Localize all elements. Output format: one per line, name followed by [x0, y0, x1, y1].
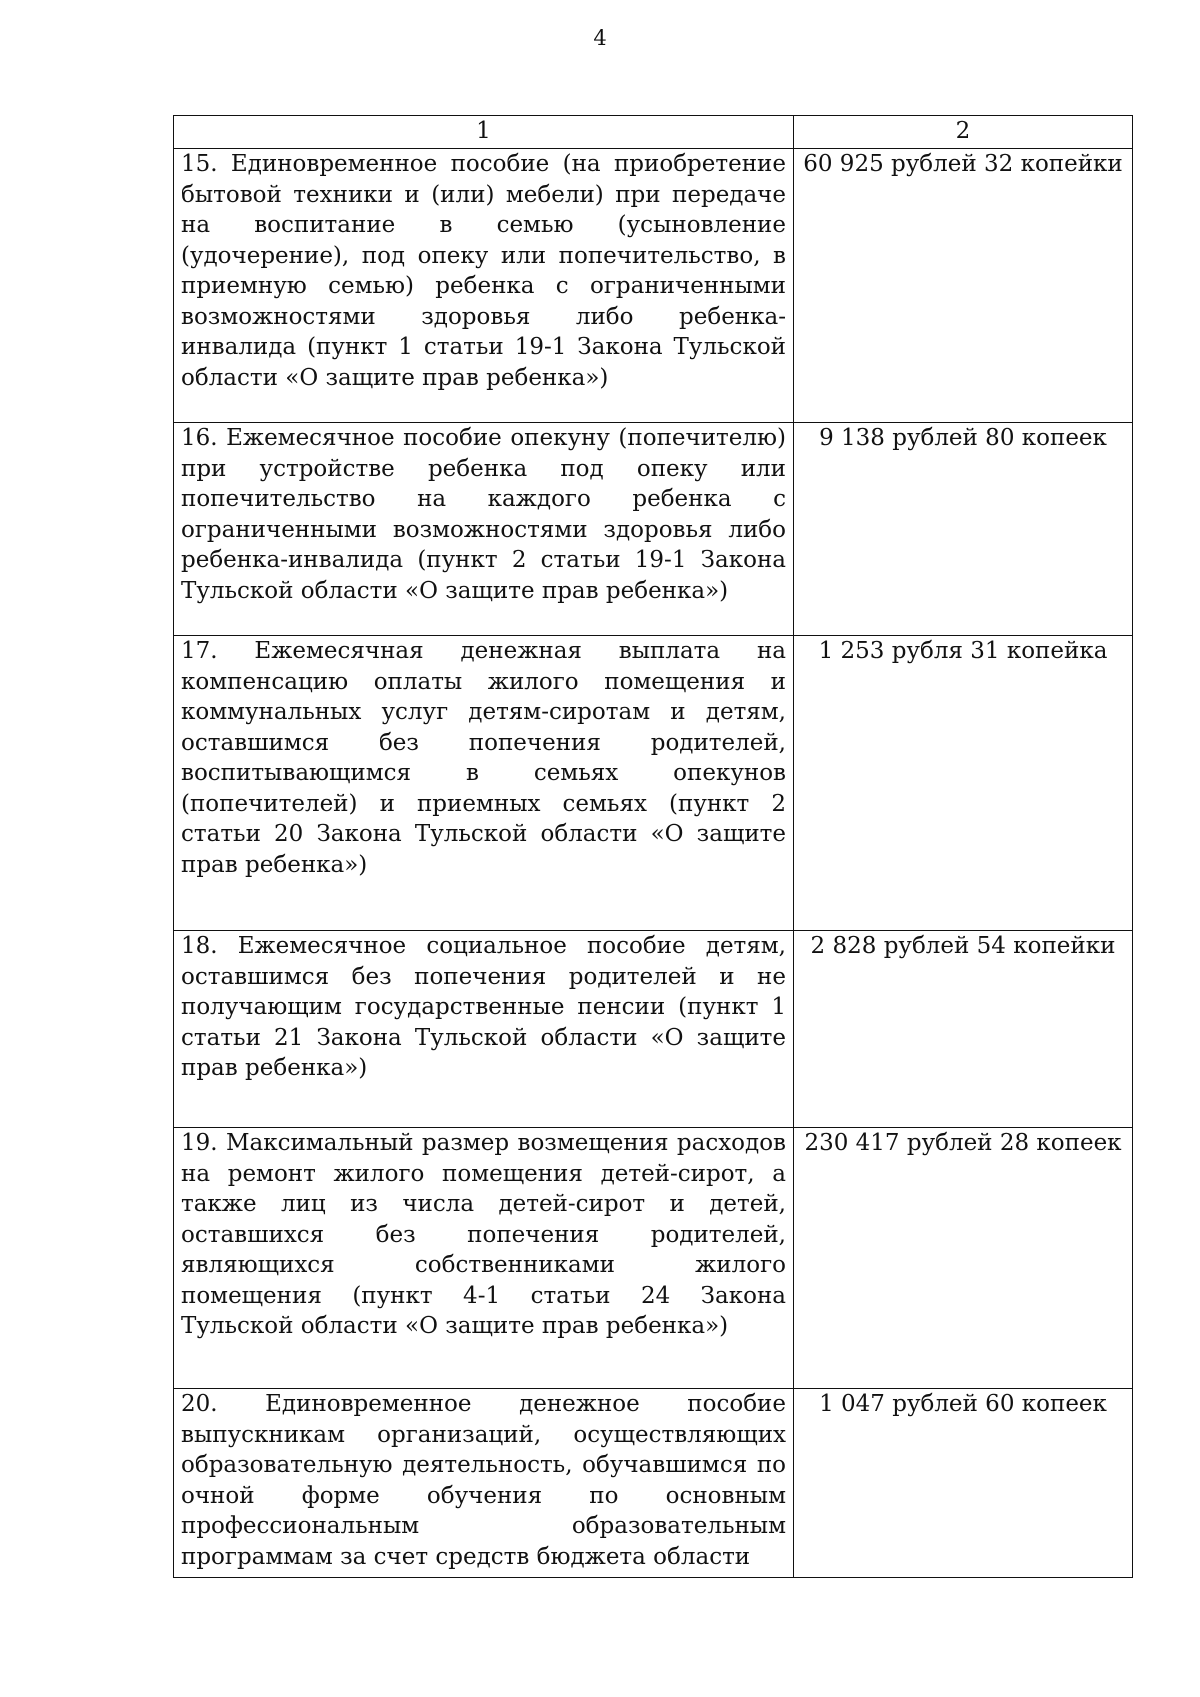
benefit-description: 15. Единовременное пособие (на приобретение бытовой техники и (или) мебели) при передаче на воспитание в семью (усыновление (удочерение), под опеку или попечительство, в приемную семью) ребенка с ограниченными возможностями здоровья либо ребенка-инвалида (пункт 1 статьи 19-1 Закона Тульской области «О защите прав ребенка») — [174, 149, 794, 423]
benefit-description: 20. Единовременное денежное пособие выпускникам организаций, осуществляющих образовательную деятельность, обучавшимся по очной форме обучения по основным профессиональным образовательным программам за счет средств бюджета области — [174, 1389, 794, 1578]
table-row — [174, 149, 1133, 423]
benefit-amount: 9 138 рублей 80 копеек — [794, 423, 1133, 636]
benefit-amount: 1 253 рубля 31 копейка — [794, 636, 1133, 931]
benefit-amount: 230 417 рублей 28 копеек — [794, 1128, 1133, 1389]
table-row — [174, 1128, 1133, 1389]
page-number: 4 — [593, 26, 607, 50]
table-row — [174, 1389, 1133, 1578]
table-row — [174, 931, 1133, 1128]
benefit-amount: 60 925 рублей 32 копейки — [794, 149, 1133, 423]
column-header-1: 1 — [174, 116, 794, 149]
benefit-description: 19. Максимальный размер возмещения расходов на ремонт жилого помещения детей-сирот, а также лиц из числа детей-сирот и детей, оставшихся без попечения родителей, являющихся собственниками жилого помещения (пункт 4-1 статьи 24 Закона Тульской области «О защите прав ребенка») — [174, 1128, 794, 1389]
benefits-table — [173, 115, 1133, 1578]
table-row — [174, 636, 1133, 931]
benefit-amount: 1 047 рублей 60 копеек — [794, 1389, 1133, 1578]
benefit-description: 18. Ежемесячное социальное пособие детям, оставшимся без попечения родителей и не получающим государственные пенсии (пункт 1 статьи 21 Закона Тульской области «О защите прав ребенка») — [174, 931, 794, 1128]
benefit-description: 17. Ежемесячная денежная выплата на компенсацию оплаты жилого помещения и коммунальных услуг детям-сиротам и детям, оставшимся без попечения родителей, воспитывающимся в семьях опекунов (попечителей) и приемных семьях (пункт 2 статьи 20 Закона Тульской области «О защите прав ребенка») — [174, 636, 794, 931]
table-header-row — [174, 116, 1133, 149]
benefit-amount: 2 828 рублей 54 копейки — [794, 931, 1133, 1128]
benefit-description: 16. Ежемесячное пособие опекуну (попечителю) при устройстве ребенка под опеку или попечительство на каждого ребенка с ограниченными возможностями здоровья либо ребенка-инвалида (пункт 2 статьи 19-1 Закона Тульской области «О защите прав ребенка») — [174, 423, 794, 636]
table-row — [174, 423, 1133, 636]
column-header-2: 2 — [794, 116, 1133, 149]
